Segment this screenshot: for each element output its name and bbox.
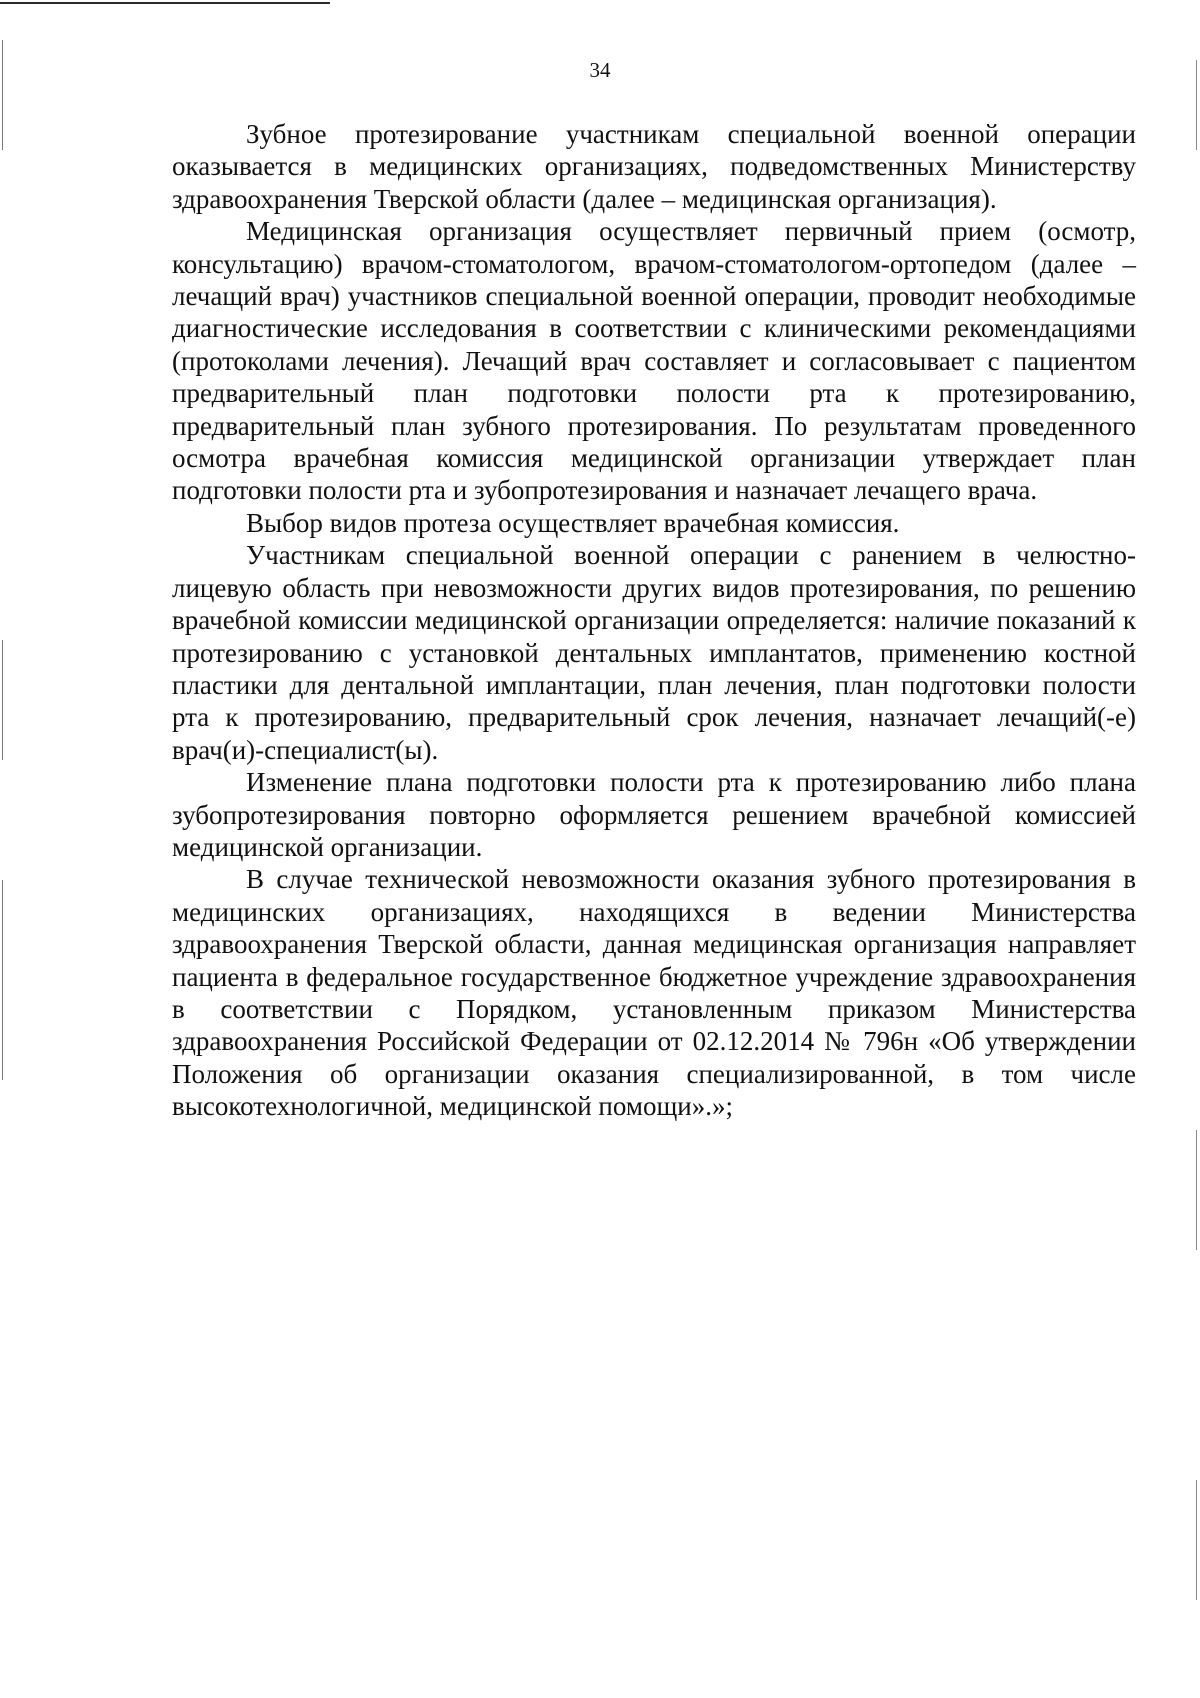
paragraph: Выбор видов протеза осуществляет врачебная комиссия. [246, 507, 900, 538]
scan-artifact-left-edge [2, 640, 3, 760]
paragraph: Изменение плана подготовки полости рта к протезированию либо плана зубопротезирования повторно оформляется решением врачебной комиссией медицинской организации. [172, 767, 1136, 862]
scan-artifact-right-edge [1196, 1480, 1197, 1600]
scan-artifact-left-edge [2, 40, 3, 150]
scan-artifact-left-edge [2, 880, 3, 1080]
paragraph: В случае технической невозможности оказания зубного протезирования в медицинских организациях, находящихся в ведении Министерства здравоохранения Тверской области, данная медицинская организация направляет пациента в федеральное государственное бюджетное учреждение здравоохранения в соответствии с Порядком, установленным приказом Министерства здравоохранения Российской Федерации от 02.12.2014 № 796н «Об утверждении Положения об организации оказания специализированной, в том числе высокотехнологичной, медицинской помощи».»; [172, 864, 1136, 1122]
paragraph: Зубное протезирование участникам специальной военной операции оказывается в медицинских организациях, подведомственных Министерству здравоохранения Тверской области (далее – медицинская организация). [172, 119, 1136, 214]
paragraph: Медицинская организация осуществляет первичный прием (осмотр, консультацию) врачом-стоматологом, врачом-стоматологом-ортопедом (далее – лечащий врач) участников специальной военной операции, проводит необходимые диагностические исследования в соответствии с клиническими рекомендациями (протоколами лечения). Лечащий врач составляет и согласовывает с пациентом предварительный план подготовки полости рта к протезированию, предварительный план зубного протезирования. По результатам проведенного осмотра врачебная комиссия медицинской организации утверждает план подготовки полости рта и зубопротезирования и назначает лечащего врача. [172, 216, 1136, 506]
page-number: 34 [589, 58, 611, 82]
paragraph: Участникам специальной военной операции с ранением в челюстно-лицевую область при невозможности других видов протезирования, по решению врачебной комиссии медицинской организации определяется: наличие показаний к протезированию с установкой дентальных имплантатов, применению костной пластики для дентальной имплантации, план лечения, план подготовки полости рта к протезированию, предварительный срок лечения, назначает лечащий(-е) врач(и)-специалист(ы). [172, 540, 1136, 765]
scan-artifact-top-line [0, 2, 330, 4]
document-body [172, 118, 1136, 1123]
scan-artifact-right-edge [1196, 1130, 1197, 1250]
